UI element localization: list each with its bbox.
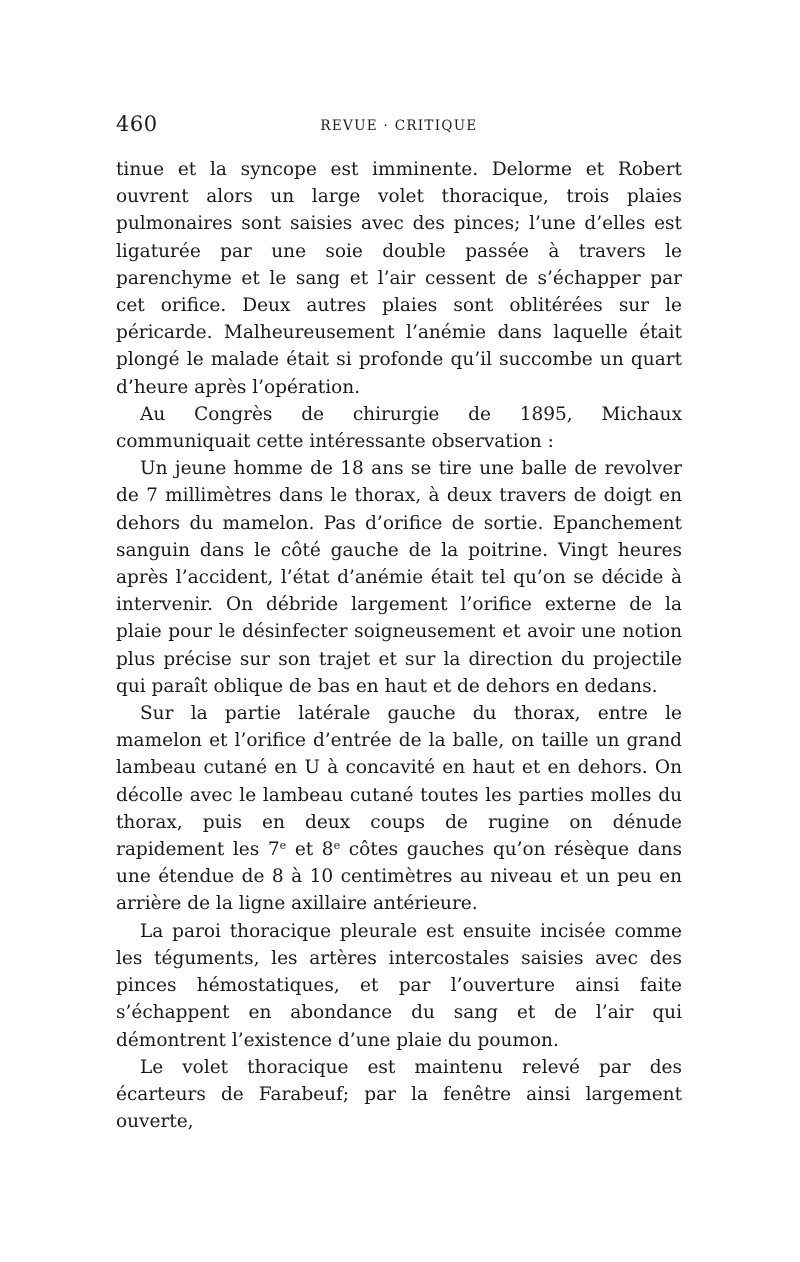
superscript-7e: e — [279, 838, 287, 852]
paragraph-incision — [116, 700, 682, 918]
paragraph-pleural-wall: La paroi thoracique pleurale est ensuite incisée comme les téguments, les artères intercostales saisies avec des pinces hémostatiques, et par l’ouverture ainsi faite s’échappent en abondance du sang et de l’air qui démontrent l’existence d’une plaie du poumon. — [116, 920, 682, 1051]
incision-text-part3: côtes gauches qu’on résèque dans une étendue de 8 à 10 centimètres au niveau et un peu en arrière de la ligne axillaire antérieure. — [116, 839, 682, 915]
superscript-8e: e — [333, 838, 341, 852]
paragraph-volet: Le volet thoracique est maintenu relevé par des écarteurs de Farabeuf; par la fenêtre ainsi largement ouverte, — [116, 1056, 682, 1133]
paragraph-case-report: Un jeune homme de 18 ans se tire une balle de revolver de 7 millimètres dans le thorax, à deux travers de doigt en dehors du mamelon. Pas d’orifice de sortie. Epanchement sanguin dans le côté gauche de la poitrine. Vingt heures après l’accident, l’état d’anémie était tel qu’on se décide à intervenir. On débride largement l’orifice externe de la plaie pour le désinfecter soigneusement et avoir une notion plus précise sur son trajet et sur la direction du projectile qui paraît oblique de bas en haut et de dehors en dedans. — [116, 458, 682, 697]
incision-text-part2: et 8 — [286, 839, 334, 861]
body-text — [116, 156, 682, 1135]
book-page — [116, 112, 682, 1135]
paragraph-continuation: tinue et la syncope est imminente. Delorme et Robert ouvrent alors un large volet thoracique, trois plaies pulmonaires sont saisies avec des pinces; l’une d’elles est ligaturée par une soie double passée à travers le parenchyme et le sang et l’air cessent de s’échapper par cet orifice. Deux autres plaies sont oblitérées sur le péricarde. Malheureusement l’anémie dans laquelle était plongé le malade était si profonde qu’il succombe un quart d’heure après l’opération. — [116, 159, 682, 398]
page-header — [116, 112, 682, 142]
page-number: 460 — [116, 112, 158, 136]
incision-text-part1: Sur la partie latérale gauche du thorax, entre le mamelon et l’orifice d’entrée de la balle, on taille un grand lambeau cutané en U à concavité en haut et en dehors. On décolle avec le lambeau cutané toutes les parties molles du thorax, puis en deux coups de rugine on dénude rapidement les 7 — [116, 703, 682, 861]
running-title: REVUE · CRITIQUE — [320, 118, 478, 134]
paragraph-congres: Au Congrès de chirurgie de 1895, Michaux communiquait cette intéressante observation : — [116, 403, 682, 453]
